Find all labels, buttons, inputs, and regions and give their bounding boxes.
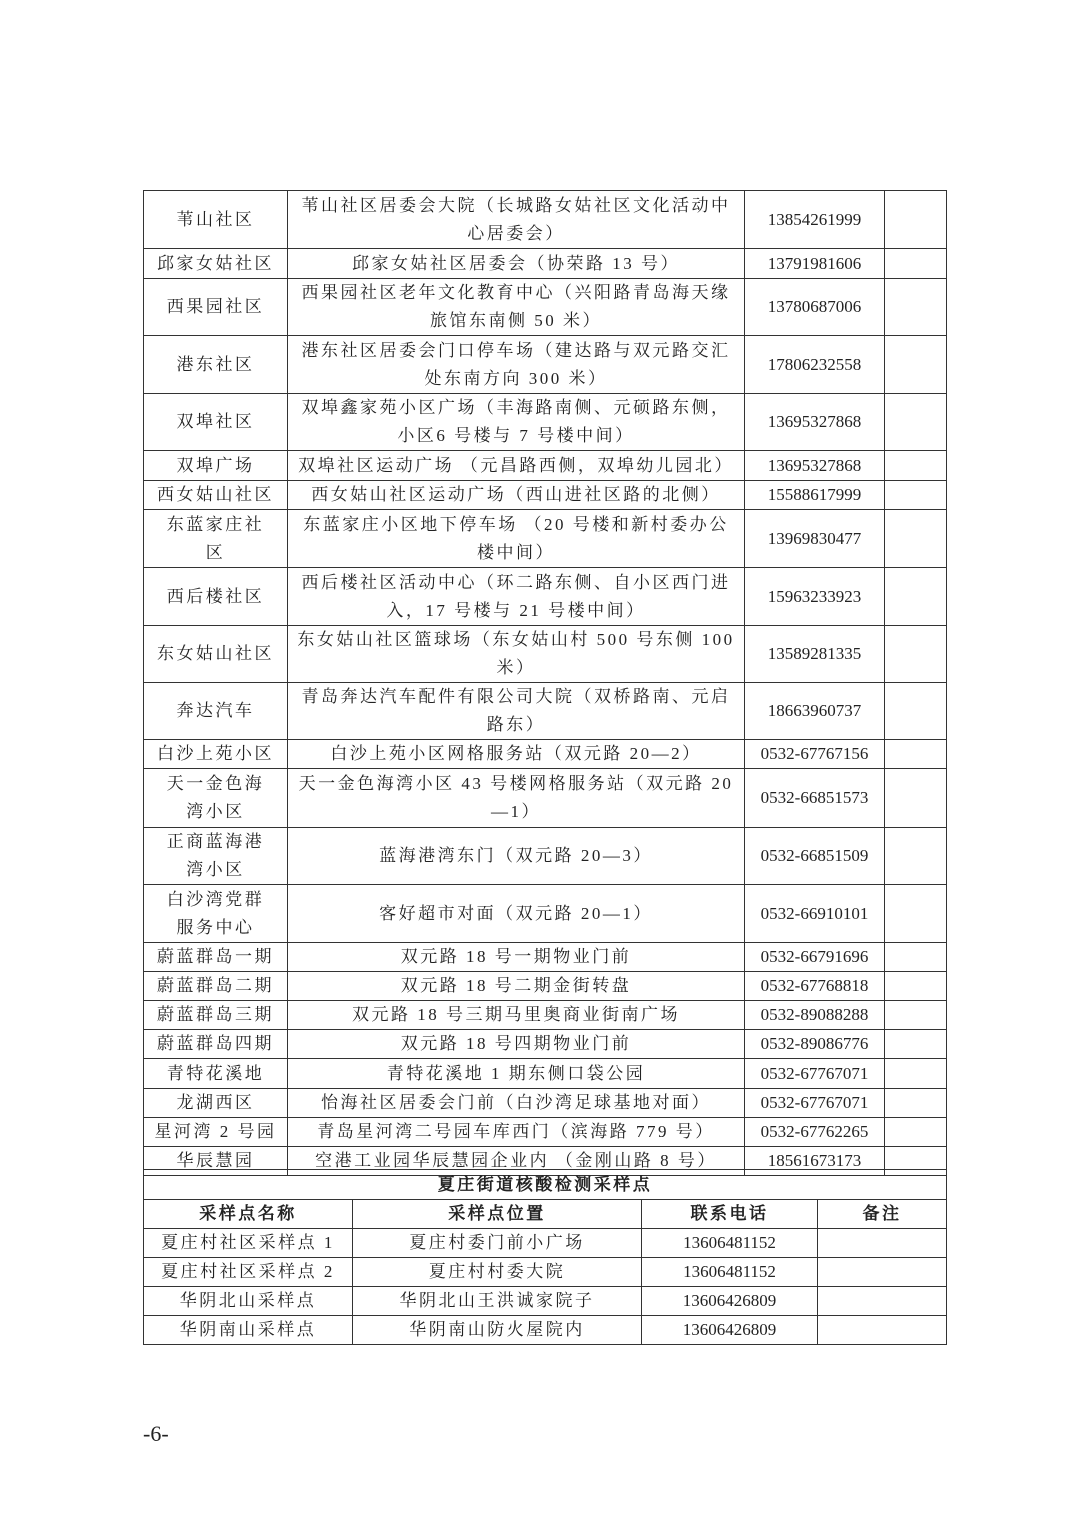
- table-row: [144, 1118, 947, 1147]
- site-name: 青特花溪地: [144, 1059, 288, 1089]
- remarks: [885, 249, 947, 279]
- table-row: [144, 769, 947, 828]
- phone: 0532-89086776: [745, 1030, 885, 1059]
- site-location: 蓝海港湾东门（双元路 20—3）: [288, 828, 745, 885]
- sampling-sites-table: [143, 190, 947, 1176]
- phone: 13695327868: [745, 394, 885, 451]
- site-name: 夏庄村社区采样点 2: [144, 1258, 353, 1287]
- remarks: [885, 1089, 947, 1118]
- site-name: 奔达汽车: [144, 683, 288, 740]
- site-name: 白沙上苑小区: [144, 740, 288, 769]
- remarks: [885, 279, 947, 336]
- remarks: [885, 740, 947, 769]
- site-location: 青岛奔达汽车配件有限公司大院（双桥路南、元启路东）: [288, 683, 745, 740]
- remarks: [885, 1030, 947, 1059]
- site-location: 双埠鑫家苑小区广场（丰海路南侧、元硕路东侧，小区6 号楼与 7 号楼中间）: [288, 394, 745, 451]
- table-title: 夏庄街道核酸检测采样点: [144, 1170, 947, 1200]
- site-location: 夏庄村村委大院: [353, 1258, 642, 1287]
- remarks: [818, 1287, 947, 1316]
- site-location: 西后楼社区活动中心（环二路东侧、自小区西门进入，17 号楼与 21 号楼中间）: [288, 568, 745, 626]
- table-row: [144, 1316, 947, 1345]
- site-location: 双元路 18 号二期金街转盘: [288, 972, 745, 1001]
- site-name: 龙湖西区: [144, 1089, 288, 1118]
- table-row: [144, 943, 947, 972]
- site-name: 东女姑山社区: [144, 626, 288, 683]
- table-row: [144, 510, 947, 568]
- site-location: 白沙上苑小区网格服务站（双元路 20—2）: [288, 740, 745, 769]
- site-location: 客好超市对面（双元路 20—1）: [288, 885, 745, 943]
- phone: 13606481152: [642, 1229, 818, 1258]
- phone: 0532-67767156: [745, 740, 885, 769]
- phone: 13606426809: [642, 1316, 818, 1345]
- site-location: 青特花溪地 1 期东侧口袋公园: [288, 1059, 745, 1089]
- site-location: 天一金色海湾小区 43 号楼网格服务站（双元路 20—1）: [288, 769, 745, 828]
- site-name: 白沙湾党群服务中心: [144, 885, 288, 943]
- table-row: [144, 1229, 947, 1258]
- remarks: [885, 828, 947, 885]
- remarks: [818, 1258, 947, 1287]
- phone: 0532-67767071: [745, 1059, 885, 1089]
- site-name: 蔚蓝群岛一期: [144, 943, 288, 972]
- remarks: [885, 510, 947, 568]
- site-name: 西果园社区: [144, 279, 288, 336]
- remarks: [885, 451, 947, 481]
- table-row: [144, 1258, 947, 1287]
- table-row: [144, 191, 947, 249]
- site-location: 双元路 18 号四期物业门前: [288, 1030, 745, 1059]
- phone: 18663960737: [745, 683, 885, 740]
- phone: 0532-66851573: [745, 769, 885, 828]
- site-name: 港东社区: [144, 336, 288, 394]
- table-row: [144, 626, 947, 683]
- site-location: 西女姑山社区运动广场（西山进社区路的北侧）: [288, 481, 745, 510]
- table-row: [144, 1287, 947, 1316]
- remarks: [818, 1316, 947, 1345]
- table-row: [144, 394, 947, 451]
- site-location: 华阴南山防火屋院内: [353, 1316, 642, 1345]
- remarks: [885, 626, 947, 683]
- remarks: [885, 336, 947, 394]
- site-location: 东女姑山社区篮球场（东女姑山村 500 号东侧 100 米）: [288, 626, 745, 683]
- phone: 0532-67768818: [745, 972, 885, 1001]
- table-row: [144, 1089, 947, 1118]
- header-location: 采样点位置: [353, 1200, 642, 1229]
- table-row: [144, 740, 947, 769]
- phone: 0532-67767071: [745, 1089, 885, 1118]
- phone: 15588617999: [745, 481, 885, 510]
- site-location: 港东社区居委会门口停车场（建达路与双元路交汇处东南方向 300 米）: [288, 336, 745, 394]
- phone: 15963233923: [745, 568, 885, 626]
- phone: 13791981606: [745, 249, 885, 279]
- table-row: [144, 451, 947, 481]
- phone: 13780687006: [745, 279, 885, 336]
- remarks: [885, 1118, 947, 1147]
- table-row: [144, 568, 947, 626]
- site-location: 青岛星河湾二号园车库西门（滨海路 779 号）: [288, 1118, 745, 1147]
- site-location: 苇山社区居委会大院（长城路女姑社区文化活动中心居委会）: [288, 191, 745, 249]
- site-name: 蔚蓝群岛四期: [144, 1030, 288, 1059]
- table-row: [144, 249, 947, 279]
- table-row: [144, 1001, 947, 1030]
- table-row: [144, 336, 947, 394]
- remarks: [885, 885, 947, 943]
- site-location: 双埠社区运动广场 （元昌路西侧，双埠幼儿园北）: [288, 451, 745, 481]
- table-row: [144, 1059, 947, 1089]
- site-location: 双元路 18 号三期马里奥商业街南广场: [288, 1001, 745, 1030]
- remarks: [885, 568, 947, 626]
- site-location: 华阴北山王洪诚家院子: [353, 1287, 642, 1316]
- phone: 13589281335: [745, 626, 885, 683]
- site-name: 蔚蓝群岛二期: [144, 972, 288, 1001]
- remarks: [885, 481, 947, 510]
- site-name: 华阴南山采样点: [144, 1316, 353, 1345]
- table-row: [144, 972, 947, 1001]
- remarks: [885, 191, 947, 249]
- site-name: 华辰慧园: [144, 1147, 288, 1176]
- phone: 0532-67762265: [745, 1118, 885, 1147]
- phone: 0532-66851509: [745, 828, 885, 885]
- xiazhuang-sampling-table: [143, 1169, 947, 1345]
- site-name: 苇山社区: [144, 191, 288, 249]
- site-location: 双元路 18 号一期物业门前: [288, 943, 745, 972]
- remarks: [885, 1059, 947, 1089]
- site-name: 西后楼社区: [144, 568, 288, 626]
- page-number: -6-: [143, 1421, 169, 1446]
- site-name: 华阴北山采样点: [144, 1287, 353, 1316]
- table-row: [144, 279, 947, 336]
- site-location: 怡海社区居委会门前（白沙湾足球基地对面）: [288, 1089, 745, 1118]
- site-location: 东蓝家庄小区地下停车场 （20 号楼和新村委办公楼中间）: [288, 510, 745, 568]
- phone: 0532-66910101: [745, 885, 885, 943]
- header-name: 采样点名称: [144, 1200, 353, 1229]
- phone: 0532-89088288: [745, 1001, 885, 1030]
- site-name: 星河湾 2 号园: [144, 1118, 288, 1147]
- site-location: 邱家女姑社区居委会（协荣路 13 号）: [288, 249, 745, 279]
- site-name: 双埠社区: [144, 394, 288, 451]
- remarks: [885, 683, 947, 740]
- remarks: [885, 394, 947, 451]
- phone: 0532-66791696: [745, 943, 885, 972]
- remarks: [818, 1229, 947, 1258]
- site-name: 天一金色海湾小区: [144, 769, 288, 828]
- site-location: 西果园社区老年文化教育中心（兴阳路青岛海天缘旅馆东南侧 50 米）: [288, 279, 745, 336]
- phone: 17806232558: [745, 336, 885, 394]
- phone: 13854261999: [745, 191, 885, 249]
- table-row: [144, 885, 947, 943]
- header-remarks: 备注: [818, 1200, 947, 1229]
- site-name: 西女姑山社区: [144, 481, 288, 510]
- site-name: 蔚蓝群岛三期: [144, 1001, 288, 1030]
- remarks: [885, 769, 947, 828]
- site-name: 正商蓝海港湾小区: [144, 828, 288, 885]
- site-location: 空港工业园华辰慧园企业内 （金刚山路 8 号）: [288, 1147, 745, 1176]
- site-name: 夏庄村社区采样点 1: [144, 1229, 353, 1258]
- phone: 13695327868: [745, 451, 885, 481]
- site-name: 双埠广场: [144, 451, 288, 481]
- table-row: [144, 683, 947, 740]
- site-name: 邱家女姑社区: [144, 249, 288, 279]
- header-phone: 联系电话: [642, 1200, 818, 1229]
- site-name: 东蓝家庄社区: [144, 510, 288, 568]
- remarks: [885, 1001, 947, 1030]
- site-location: 夏庄村委门前小广场: [353, 1229, 642, 1258]
- remarks: [885, 943, 947, 972]
- table-row: [144, 481, 947, 510]
- remarks: [885, 972, 947, 1001]
- phone: 13969830477: [745, 510, 885, 568]
- phone: 13606481152: [642, 1258, 818, 1287]
- phone: 18561673173: [745, 1147, 885, 1176]
- phone: 13606426809: [642, 1287, 818, 1316]
- table-row: [144, 1030, 947, 1059]
- table-row: [144, 828, 947, 885]
